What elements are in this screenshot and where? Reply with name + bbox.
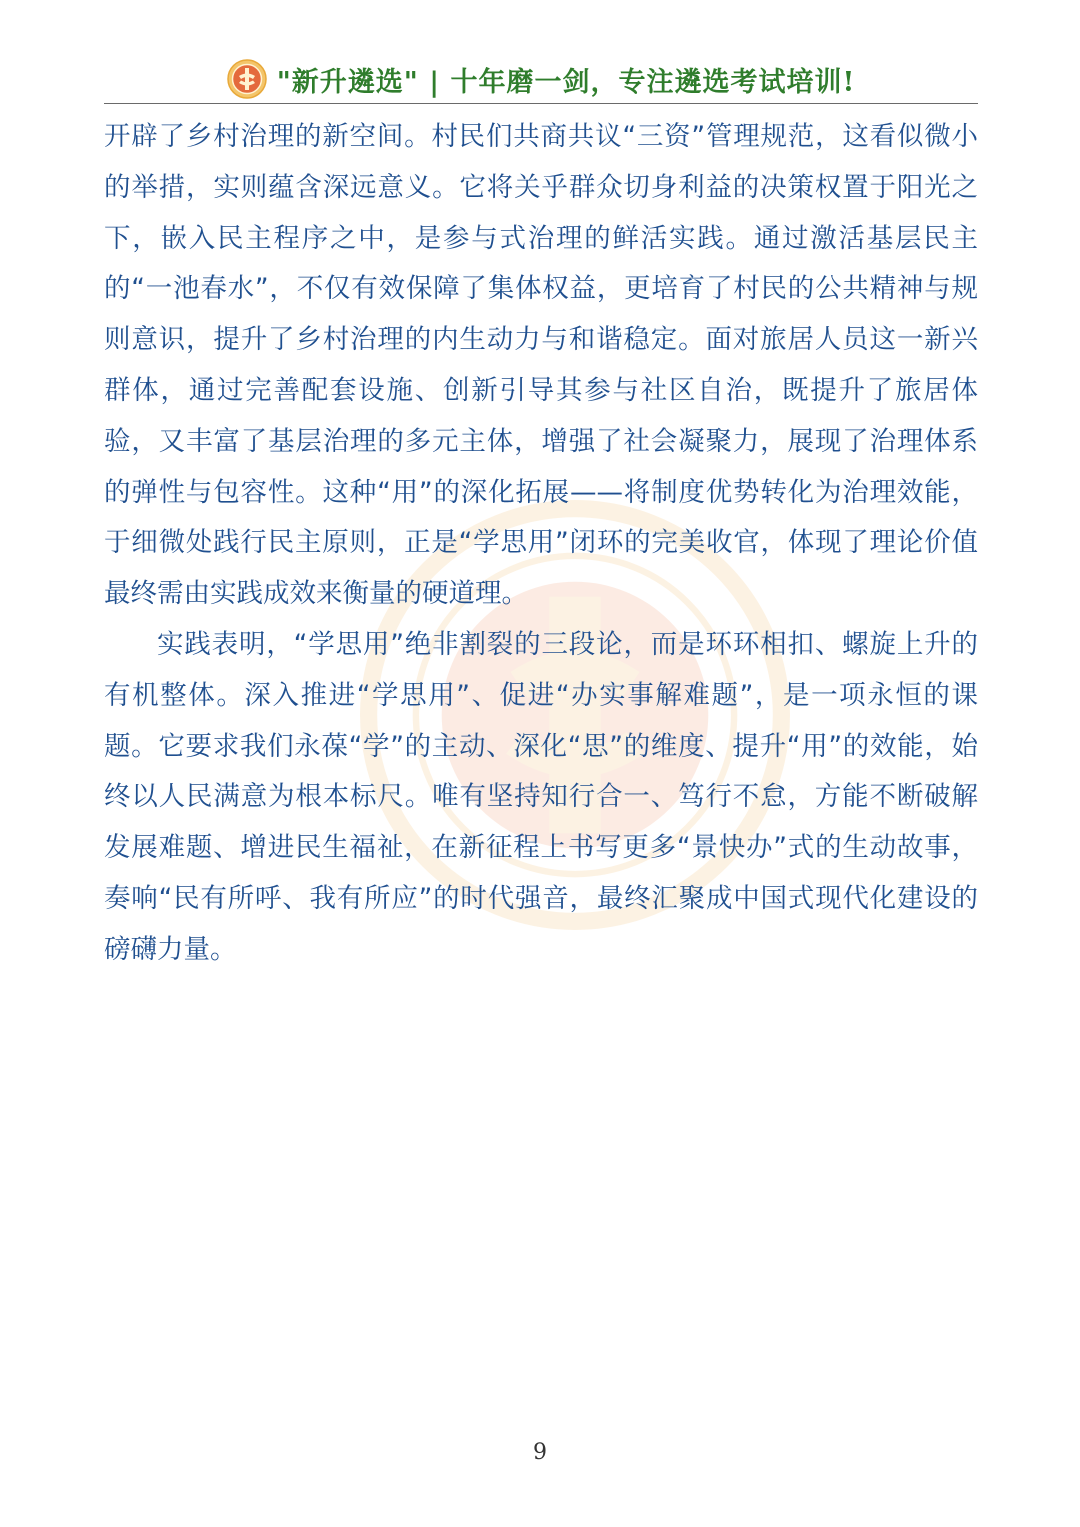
page-number: 9 <box>533 1440 547 1465</box>
header-slogan: "新升遴选" | 十年磨一剑，专注遴选考试培训! <box>276 66 856 98</box>
training-school-logo-icon <box>227 59 267 99</box>
page-header <box>104 54 978 104</box>
article-body <box>104 112 978 976</box>
header-divider <box>104 103 978 104</box>
paragraph-continued: 开辟了乡村治理的新空间。村民们共商共议“三资”管理规范，这看似微小的举措，实则蕴含深远意义。它将关乎群众切身利益的决策权置于阳光之下，嵌入民主程序之中，是参与式治理的鲜活实践。通过激活基层民主的“一池春水”，不仅有效保障了集体权益，更培育了村民的公共精神与规则意识，提升了乡村治理的内生动力与和谐稳定。面对旅居人员这一新兴群体，通过完善配套设施、创新引导其参与社区自治，既提升了旅居体验，又丰富了基层治理的多元主体，增强了社会凝聚力，展现了治理体系的弹性与包容性。这种“用”的深化拓展——将制度优势转化为治理效能，于细微处践行民主原则，正是“学思用”闭环的完美收官，体现了理论价值最终需由实践成效来衡量的硬道理。 <box>104 121 978 610</box>
paragraph-conclusion: 实践表明，“学思用”绝非割裂的三段论，而是环环相扣、螺旋上升的有机整体。深入推进“学思用”、促进“办实事解难题”，是一项永恒的课题。它要求我们永葆“学”的主动、深化“思”的维度、提升“用”的效能，始终以人民满意为根本标尺。唯有坚持知行合一、笃行不怠，方能不断破解发展难题、增进民生福祉，在新征程上书写更多“景快办”式的生动故事，奏响“民有所呼、我有所应”的时代强音，最终汇聚成中国式现代化建设的磅礴力量。 <box>104 628 978 965</box>
